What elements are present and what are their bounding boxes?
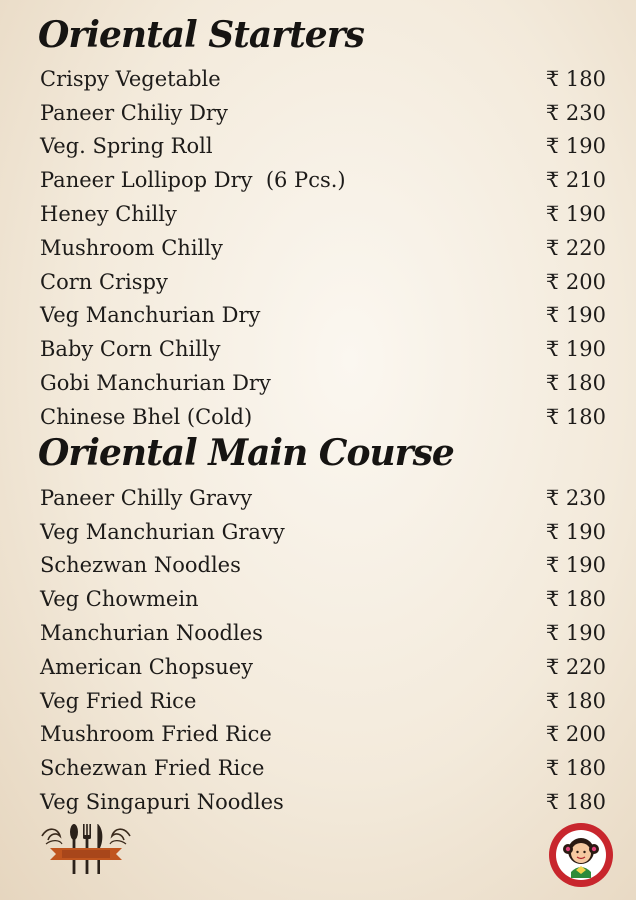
item-name: Schezwan Fried Rice bbox=[40, 756, 265, 781]
item-name: Mushroom Chilly bbox=[40, 235, 223, 260]
menu-item bbox=[40, 650, 606, 684]
menu-item bbox=[40, 62, 606, 96]
item-price: ₹ 230 bbox=[545, 485, 606, 510]
item-price: ₹ 190 bbox=[545, 303, 606, 328]
item-name: Heney Chilly bbox=[40, 202, 177, 227]
menu-item bbox=[40, 163, 606, 197]
section-title-starters: Oriental Starters bbox=[38, 14, 364, 56]
item-name: Paneer Chiliy Dry bbox=[40, 100, 228, 125]
item-price: ₹ 190 bbox=[545, 621, 606, 646]
item-name: Gobi Manchurian Dry bbox=[40, 371, 271, 396]
menu-item bbox=[40, 332, 606, 366]
menu-item bbox=[40, 718, 606, 752]
item-name: Veg Fried Rice bbox=[40, 688, 197, 713]
menu-item bbox=[40, 299, 606, 333]
item-price: ₹ 190 bbox=[545, 202, 606, 227]
main-course-list bbox=[40, 481, 606, 819]
item-price: ₹ 190 bbox=[545, 337, 606, 362]
item-name: Veg Chowmein bbox=[40, 587, 199, 612]
menu-item bbox=[40, 96, 606, 130]
menu-item bbox=[40, 515, 606, 549]
item-price: ₹ 180 bbox=[545, 688, 606, 713]
section-title-main-course: Oriental Main Course bbox=[38, 432, 454, 474]
item-name: Chinese Bhel (Cold) bbox=[40, 404, 253, 429]
starters-list bbox=[40, 62, 606, 434]
menu-item bbox=[40, 582, 606, 616]
menu-item bbox=[40, 751, 606, 785]
item-price: ₹ 190 bbox=[545, 134, 606, 159]
item-price: ₹ 220 bbox=[545, 235, 606, 260]
menu-item bbox=[40, 130, 606, 164]
menu-item bbox=[40, 400, 606, 434]
item-price: ₹ 200 bbox=[545, 722, 606, 747]
item-name: Veg Manchurian Gravy bbox=[40, 519, 285, 544]
item-price: ₹ 180 bbox=[545, 404, 606, 429]
item-price: ₹ 180 bbox=[545, 756, 606, 781]
menu-item bbox=[40, 481, 606, 515]
item-price: ₹ 190 bbox=[545, 553, 606, 578]
menu-item bbox=[40, 549, 606, 583]
menu-item bbox=[40, 785, 606, 819]
item-name: Veg Singapuri Noodles bbox=[40, 790, 284, 815]
item-name: Crispy Vegetable bbox=[40, 66, 221, 91]
item-name: American Chopsuey bbox=[40, 654, 254, 679]
item-name: Manchurian Noodles bbox=[40, 621, 263, 646]
menu-item bbox=[40, 197, 606, 231]
item-name: Paneer Lollipop Dry (6 Pcs.) bbox=[40, 168, 346, 193]
item-name: Baby Corn Chilly bbox=[40, 337, 221, 362]
item-name: Corn Crispy bbox=[40, 269, 168, 294]
item-price: ₹ 180 bbox=[545, 790, 606, 815]
cutlery-ribbon-icon bbox=[38, 822, 134, 876]
menu-item bbox=[40, 231, 606, 265]
menu-item bbox=[40, 366, 606, 400]
menu-item bbox=[40, 616, 606, 650]
item-name: Paneer Chilly Gravy bbox=[40, 485, 253, 510]
girl-mascot-logo bbox=[548, 822, 614, 888]
item-price: ₹ 210 bbox=[545, 168, 606, 193]
menu-item bbox=[40, 265, 606, 299]
item-price: ₹ 180 bbox=[545, 66, 606, 91]
item-price: ₹ 180 bbox=[545, 371, 606, 396]
item-price: ₹ 180 bbox=[545, 587, 606, 612]
item-price: ₹ 200 bbox=[545, 269, 606, 294]
item-name: Mushroom Fried Rice bbox=[40, 722, 272, 747]
item-price: ₹ 230 bbox=[545, 100, 606, 125]
item-name: Veg. Spring Roll bbox=[40, 134, 213, 159]
item-name: Schezwan Noodles bbox=[40, 553, 241, 578]
item-name: Veg Manchurian Dry bbox=[40, 303, 261, 328]
item-price: ₹ 190 bbox=[545, 519, 606, 544]
menu-item bbox=[40, 684, 606, 718]
item-price: ₹ 220 bbox=[545, 654, 606, 679]
